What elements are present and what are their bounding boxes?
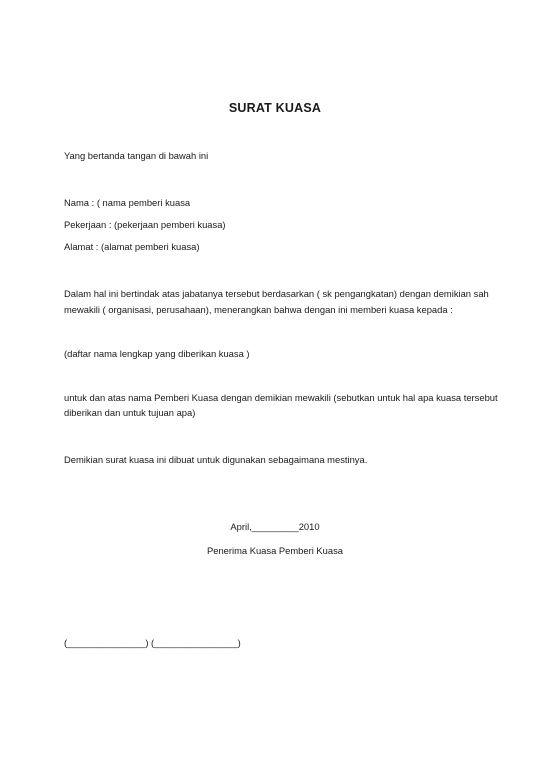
date-line: April,_________2010 [230,521,320,532]
closing-text: Demikian surat kuasa ini dibuat untuk digunakan sebagaimana mestinya. [64,454,368,465]
nama-field: Nama : ( nama pemberi kuasa [64,197,191,208]
recipient-list: (daftar nama lengkap yang diberikan kuasa ) [64,348,250,359]
pekerjaan-field: Pekerjaan : (pekerjaan pemberi kuasa) [64,219,226,230]
paragraph2-line2: diberikan dan untuk tujuan apa) [64,407,196,418]
intro-text: Yang bertanda tangan di bawah ini [64,150,209,161]
paragraph1-line2: mewakili ( organisasi, perusahaan), menerangkan bahwa dengan ini memberi kuasa kepada : [64,304,453,315]
signatories-label: Penerima Kuasa Pemberi Kuasa [206,545,343,556]
document-title: SURAT KUASA [228,101,322,115]
paragraph2-line1: untuk dan atas nama Pemberi Kuasa dengan demikian mewakili (sebutkan untuk hal apa kuasa tersebut [64,392,498,403]
paragraph1-line1: Dalam hal ini bertindak atas jabatanya tersebut berdasarkan ( sk pengangkatan) dengan demikian sah [64,288,489,299]
signature-blanks: (_______________) (________________) [64,637,241,648]
alamat-field: Alamat : (alamat pemberi kuasa) [64,241,200,252]
